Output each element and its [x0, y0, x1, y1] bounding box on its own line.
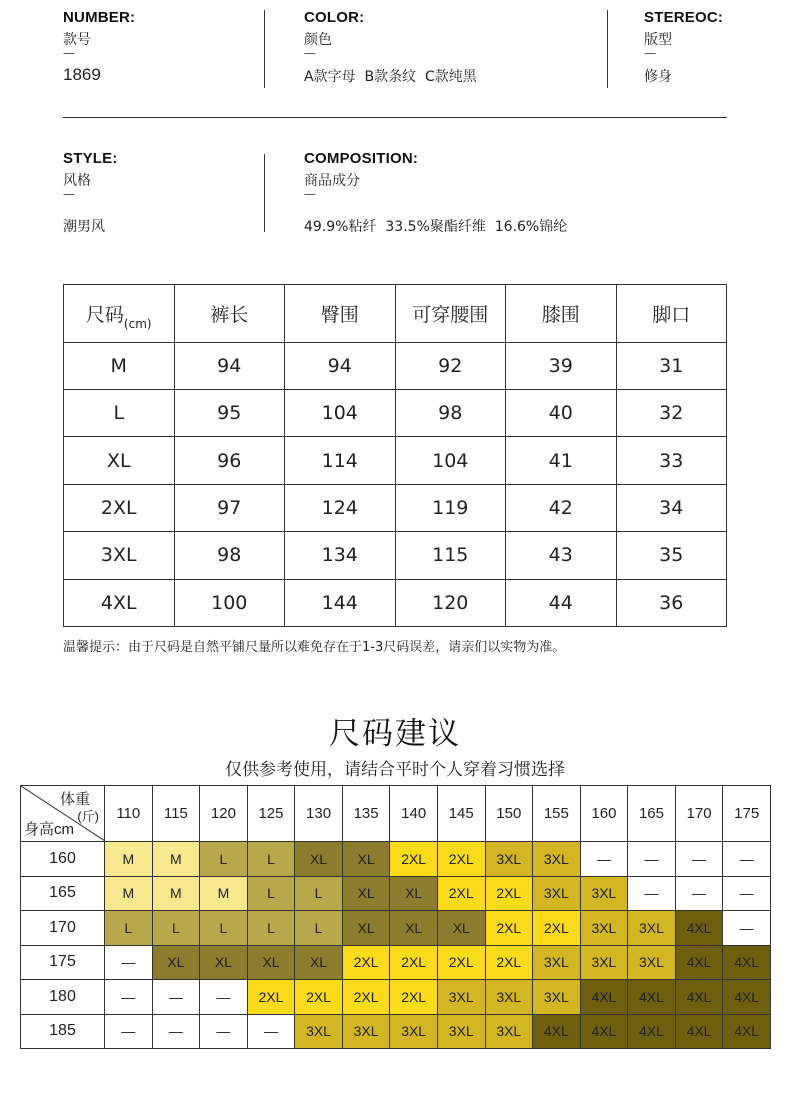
stereoc-label-cn: 版型 [644, 32, 672, 48]
composition-label-cn: 商品成分 [304, 173, 360, 189]
size-recommendation-cell: L [200, 911, 248, 946]
number-dash: — [63, 46, 75, 60]
size-recommendation-cell: M [152, 876, 200, 911]
measurement-table [63, 284, 727, 627]
corner-cell [21, 786, 105, 842]
table-row [64, 579, 727, 626]
value-cell: 104 [285, 390, 396, 437]
height-label: 身高cm [24, 821, 74, 838]
size-recommendation-cell: 3XL [628, 945, 676, 980]
table-row [64, 390, 727, 437]
size-recommendation-cell: — [152, 980, 200, 1015]
weight-header-row [21, 786, 771, 842]
size-recommendation-cell: 2XL [437, 842, 485, 877]
size-recommendation-cell: 2XL [485, 876, 533, 911]
weight-header: 115 [152, 786, 200, 842]
size-recommendation-cell: — [723, 842, 771, 877]
table-row [21, 876, 771, 911]
size-recommendation-cell: XL [247, 945, 295, 980]
weight-unit: (斤) [77, 809, 99, 824]
divider [264, 10, 265, 88]
size-cell: L [64, 390, 175, 437]
size-recommendation-cell: L [247, 842, 295, 877]
size-recommendation-cell: 3XL [533, 945, 581, 980]
size-cell: M [64, 342, 175, 389]
size-recommendation-cell: 4XL [675, 945, 723, 980]
size-recommendation-cell: 3XL [533, 980, 581, 1015]
size-recommendation-cell: 3XL [580, 945, 628, 980]
unit-label: (cm) [123, 316, 152, 331]
height-cell: 185 [21, 1014, 105, 1049]
value-cell: 97 [174, 484, 285, 531]
weight-header: 170 [675, 786, 723, 842]
value-cell: 96 [174, 437, 285, 484]
size-cell: 2XL [64, 484, 175, 531]
size-recommendation-cell: L [152, 911, 200, 946]
size-recommendation-cell: — [580, 842, 628, 877]
size-recommendation-cell: XL [342, 876, 390, 911]
size-recommendation-cell: — [723, 911, 771, 946]
size-recommendation-cell: 4XL [723, 945, 771, 980]
size-recommendation-cell: — [105, 980, 153, 1015]
weight-header: 125 [247, 786, 295, 842]
size-recommendation-cell: XL [200, 945, 248, 980]
value-cell: 95 [174, 390, 285, 437]
value-cell: 94 [285, 342, 396, 389]
value-cell: 44 [506, 579, 617, 626]
column-header: 臀围 [285, 285, 396, 343]
composition-title: COMPOSITION: [304, 150, 419, 167]
height-cell: 175 [21, 945, 105, 980]
size-recommendation-cell: L [105, 911, 153, 946]
weight-header: 135 [342, 786, 390, 842]
value-cell: 92 [395, 342, 506, 389]
size-recommendation-cell: 4XL [675, 911, 723, 946]
table-row [64, 342, 727, 389]
size-recommendation-cell: 3XL [342, 1014, 390, 1049]
composition-dash: — [304, 187, 316, 201]
value-cell: 41 [506, 437, 617, 484]
size-recommendation-cell: L [247, 911, 295, 946]
size-recommendation-cell: XL [437, 911, 485, 946]
size-recommendation-cell: 3XL [580, 911, 628, 946]
size-recommendation-cell: 2XL [437, 876, 485, 911]
style-label-cn: 风格 [63, 173, 91, 189]
value-cell: 40 [506, 390, 617, 437]
value-cell: 42 [506, 484, 617, 531]
size-recommendation-cell: 3XL [485, 842, 533, 877]
size-header-cell [64, 285, 175, 343]
size-recommendation-cell: XL [390, 876, 438, 911]
size-recommendation-cell: 2XL [390, 945, 438, 980]
horizontal-rule [63, 117, 727, 118]
column-header: 脚口 [616, 285, 727, 343]
size-recommendation-cell: 4XL [675, 1014, 723, 1049]
weight-header: 150 [485, 786, 533, 842]
size-header: 尺码 [85, 303, 124, 326]
value-cell: 98 [174, 532, 285, 579]
height-cell: 170 [21, 911, 105, 946]
size-cell: 3XL [64, 532, 175, 579]
size-recommendation-cell: 3XL [580, 876, 628, 911]
weight-header: 140 [390, 786, 438, 842]
size-recommendation-cell: 4XL [533, 1014, 581, 1049]
size-recommendation-cell: 2XL [390, 842, 438, 877]
size-recommendation-cell: 2XL [342, 980, 390, 1015]
value-cell: 32 [616, 390, 727, 437]
size-recommendation-cell: XL [152, 945, 200, 980]
size-recommendation-cell: 3XL [485, 1014, 533, 1049]
divider [607, 10, 608, 88]
value-cell: 100 [174, 579, 285, 626]
table-row [64, 532, 727, 579]
weight-header: 120 [200, 786, 248, 842]
style-title: STYLE: [63, 150, 118, 167]
size-recommendation-subtitle: 仅供参考使用，请结合平时个人穿着习惯选择 [225, 760, 565, 780]
weight-header: 110 [105, 786, 153, 842]
number-value: 1869 [63, 65, 101, 84]
stereoc-title: STEREOC: [644, 9, 724, 26]
value-cell: 104 [395, 437, 506, 484]
size-recommendation-cell: XL [390, 911, 438, 946]
size-recommendation-cell: 2XL [437, 945, 485, 980]
value-cell: 43 [506, 532, 617, 579]
size-recommendation-cell: 2XL [390, 980, 438, 1015]
value-cell: 115 [395, 532, 506, 579]
column-header: 可穿腰围 [395, 285, 506, 343]
size-recommendation-cell: 3XL [533, 876, 581, 911]
size-recommendation-cell: XL [295, 945, 343, 980]
weight-header: 175 [723, 786, 771, 842]
size-cell: 4XL [64, 579, 175, 626]
size-recommendation-cell: 3XL [295, 1014, 343, 1049]
number-title: NUMBER: [63, 9, 136, 26]
weight-header: 130 [295, 786, 343, 842]
size-recommendation-cell: M [152, 842, 200, 877]
size-recommendation-cell: — [628, 876, 676, 911]
size-recommendation-cell: 2XL [485, 911, 533, 946]
size-recommendation-cell: — [723, 876, 771, 911]
table-row [21, 911, 771, 946]
color-label-cn: 颜色 [304, 32, 332, 48]
color-title: COLOR: [304, 9, 365, 26]
size-recommendation-cell: 4XL [580, 980, 628, 1015]
table-row [64, 437, 727, 484]
value-cell: 120 [395, 579, 506, 626]
size-recommendation-cell: 3XL [437, 1014, 485, 1049]
value-cell: 34 [616, 484, 727, 531]
value-cell: 94 [174, 342, 285, 389]
size-recommendation-cell: M [200, 876, 248, 911]
size-recommendation-cell: 3XL [390, 1014, 438, 1049]
size-recommendation-cell: 4XL [723, 980, 771, 1015]
size-recommendation-cell: — [628, 842, 676, 877]
value-cell: 119 [395, 484, 506, 531]
size-recommendation-table [20, 785, 771, 1049]
size-recommendation-cell: 3XL [437, 980, 485, 1015]
style-value: 潮男风 [63, 219, 105, 235]
size-recommendation-cell: 2XL [342, 945, 390, 980]
size-recommendation-cell: — [247, 1014, 295, 1049]
table-row [21, 980, 771, 1015]
size-recommendation-cell: XL [295, 842, 343, 877]
size-recommendation-cell: — [105, 945, 153, 980]
size-recommendation-cell: L [247, 876, 295, 911]
weight-label: 体重 [59, 791, 90, 808]
column-header: 裤长 [174, 285, 285, 343]
table-row [21, 945, 771, 980]
value-cell: 134 [285, 532, 396, 579]
size-recommendation-cell: XL [342, 911, 390, 946]
size-recommendation-title: 尺码建议 [329, 716, 461, 752]
size-recommendation-cell: 4XL [628, 1014, 676, 1049]
size-recommendation-cell: M [105, 842, 153, 877]
size-recommendation-cell: 2XL [485, 945, 533, 980]
size-recommendation-cell: — [200, 1014, 248, 1049]
size-recommendation-cell: 2XL [247, 980, 295, 1015]
size-recommendation-cell: 2XL [533, 911, 581, 946]
stereoc-value: 修身 [644, 69, 672, 85]
size-recommendation-cell: L [200, 842, 248, 877]
size-recommendation-cell: — [675, 876, 723, 911]
table-row [64, 484, 727, 531]
value-cell: 35 [616, 532, 727, 579]
height-cell: 180 [21, 980, 105, 1015]
stereoc-dash: — [644, 46, 656, 60]
size-recommendation-cell: — [152, 1014, 200, 1049]
size-recommendation-cell: M [105, 876, 153, 911]
size-recommendation-cell: 3XL [628, 911, 676, 946]
value-cell: 124 [285, 484, 396, 531]
weight-header: 160 [580, 786, 628, 842]
disclaimer-note: 温馨提示：由于尺码是自然平铺尺量所以难免存在于1-3尺码误差，请亲们以实物为准。 [63, 640, 566, 655]
composition-value: 49.9%粘纤 33.5%聚酯纤维 16.6%锦纶 [304, 219, 568, 235]
size-recommendation-cell: — [105, 1014, 153, 1049]
table-row [21, 842, 771, 877]
size-recommendation-cell: 4XL [628, 980, 676, 1015]
value-cell: 98 [395, 390, 506, 437]
size-recommendation-cell: L [295, 876, 343, 911]
weight-header: 165 [628, 786, 676, 842]
size-recommendation-cell: XL [342, 842, 390, 877]
size-recommendation-cell: 2XL [295, 980, 343, 1015]
size-recommendation-cell: — [675, 842, 723, 877]
size-recommendation-cell: 3XL [533, 842, 581, 877]
weight-header: 145 [437, 786, 485, 842]
color-value: A款字母 B款条纹 C款纯黑 [304, 69, 477, 85]
style-dash: — [63, 187, 75, 201]
value-cell: 39 [506, 342, 617, 389]
weight-header: 155 [533, 786, 581, 842]
size-recommendation-cell: L [295, 911, 343, 946]
value-cell: 36 [616, 579, 727, 626]
number-label-cn: 款号 [63, 32, 91, 48]
table-row [21, 1014, 771, 1049]
size-cell: XL [64, 437, 175, 484]
column-header: 膝围 [506, 285, 617, 343]
value-cell: 144 [285, 579, 396, 626]
divider [264, 154, 265, 232]
color-dash: — [304, 46, 316, 60]
value-cell: 114 [285, 437, 396, 484]
height-cell: 160 [21, 842, 105, 877]
size-recommendation-cell: — [200, 980, 248, 1015]
size-recommendation-cell: 4XL [580, 1014, 628, 1049]
height-cell: 165 [21, 876, 105, 911]
size-recommendation-cell: 4XL [723, 1014, 771, 1049]
table-header-row [64, 285, 727, 343]
size-recommendation-cell: 4XL [675, 980, 723, 1015]
size-recommendation-cell: 3XL [485, 980, 533, 1015]
value-cell: 33 [616, 437, 727, 484]
value-cell: 31 [616, 342, 727, 389]
